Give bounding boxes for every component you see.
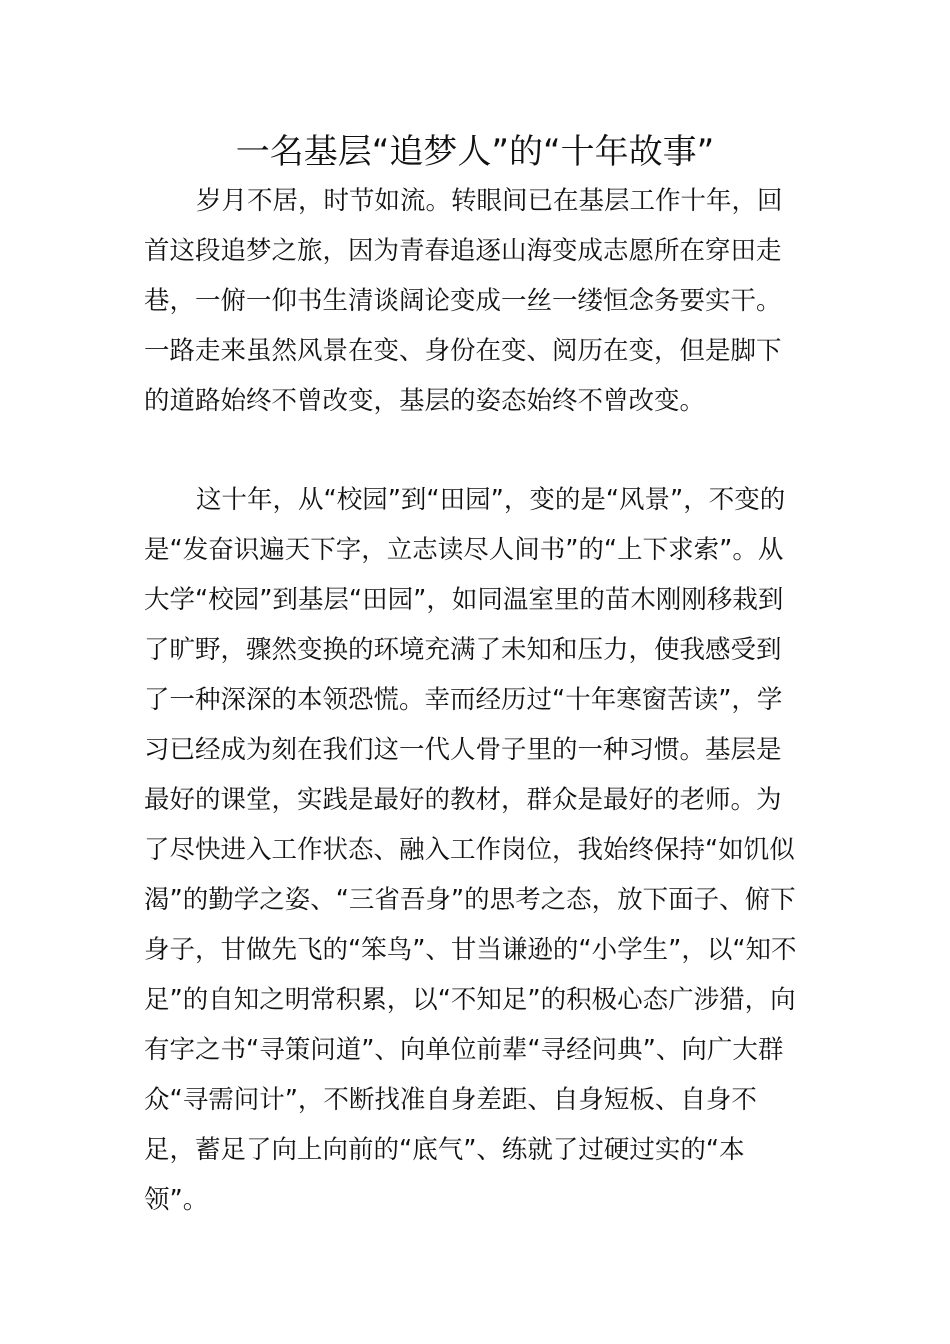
paragraph-1: 岁月不居，时节如流。转眼间已在基层工作十年，回首这段追梦之旅，因为青春追逐山海变成志愿所在穿田走巷，一俯一仰书生清谈阔论变成一丝一缕恒念务要实干。一路走来虽然风景在变、身份在变、阅历在变，但是脚下的道路始终不曾改变，基层的姿态始终不曾改变。 <box>144 186 783 416</box>
document-title: 一名基层“追梦人”的“十年故事” <box>235 132 715 172</box>
paragraph-2: 这十年，从“校园”到“田园”，变的是“风景”，不变的是“发奋识遍天下字，立志读尽人间书”的“上下求索”。从大学“校园”到基层“田园”，如同温室里的苗木刚刚移栽到了旷野，骤然变换的环境充满了未知和压力，使我感受到了一种深深的本领恐慌。幸而经历过“十年寒窗苦读”，学习已经成为刻在我们这一代人骨子里的一种习惯。基层是最好的课堂，实践是最好的教材，群众是最好的老师。为了尽快进入工作状态、融入工作岗位，我始终保持“如饥似渴”的勤学之姿、“三省吾身”的思考之态，放下面子、俯下身子，甘做先飞的“笨鸟”、甘当谦逊的“小学生”，以“知不足”的自知之明常积累，以“不知足”的积极心态广涉猎，向有字之书“寻策问道”、向单位前辈“寻经问典”、向广大群众“寻需问计”，不断找准自身差距、自身短板、自身不足，蓄足了向上向前的“底气”、练就了过硬过实的“本领”。 <box>144 485 797 1215</box>
